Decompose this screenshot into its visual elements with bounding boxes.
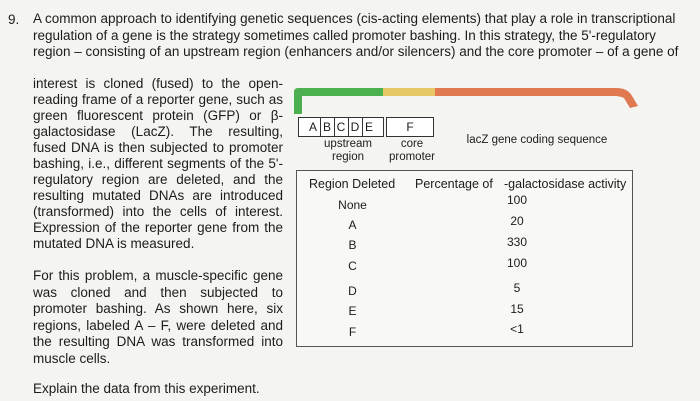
question-number: 9. <box>8 12 20 27</box>
table-cell-activity: 20 <box>510 214 524 228</box>
intro-line: region – consisting of an upstream region (enhancers and/or silencers) and the core promoter – of a gene of <box>33 44 679 59</box>
left-paragraph-2: For this problem, a muscle-specific gene was cloned and then subjected to promoter bashing. As shown here, six regions, labeled A – F, were deleted and the resulting DNA was transformed into muscle cells. <box>33 268 283 366</box>
upstream-region-bar <box>294 88 383 114</box>
table-cell-activity: 100 <box>506 256 528 270</box>
region-d: D <box>349 118 363 136</box>
core-promoter-bar <box>383 88 435 96</box>
table-cell-activity: 15 <box>510 302 524 316</box>
activity-table <box>296 170 633 347</box>
column-header-percentage: Percentage of <box>415 177 493 191</box>
upstream-label: upstream region <box>324 138 372 163</box>
question-prompt: Explain the data from this experiment. <box>33 381 260 396</box>
table-cell-activity: 100 <box>506 193 528 207</box>
core-promoter-label: core promoter <box>388 138 436 163</box>
table-cell-region: B <box>348 238 357 252</box>
column-header-region: Region Deleted <box>309 177 396 191</box>
intro-line: regulation of a gene is the strategy sometimes called promoter bashing. In this strategy, the 5'-regulatory <box>33 27 656 43</box>
column-header-activity: -galactosidase activity <box>504 177 627 191</box>
region-f: F <box>386 117 434 137</box>
intro-line: A common approach to identifying genetic sequences (cis-acting elements) that play a role in transcriptional <box>33 11 676 26</box>
region-e: E <box>364 120 373 134</box>
table-cell-region: A <box>348 218 357 232</box>
table-cell-region: None <box>338 198 367 212</box>
region-b: B <box>321 118 335 136</box>
upstream-region-boxes <box>298 117 384 137</box>
table-cell-region: E <box>348 304 357 318</box>
lacz-label: lacZ gene coding sequence <box>466 134 608 146</box>
region-c: C <box>335 118 349 136</box>
lacz-bar <box>435 88 638 108</box>
table-cell-region: D <box>348 284 357 298</box>
region-a: A <box>307 118 321 136</box>
table-cell-activity: 330 <box>506 235 528 249</box>
table-cell-activity: 5 <box>513 281 521 295</box>
table-cell-activity: <1 <box>510 322 524 336</box>
left-paragraph: interest is cloned (fused) to the open-reading frame of a reporter gene, such as green fluorescent protein (GFP) or β-galactosidase (LacZ). The resulting, fused DNA is then subjected to promoter bashing, i.e., different segments of the 5'-regulatory region are deleted, and the resulting mutated DNAs are introduced (transformed) into the cells of interest. Expression of the reporter gene from the mutated DNA is measured. <box>33 76 283 251</box>
table-cell-region: C <box>348 259 357 273</box>
table-cell-region: F <box>348 325 357 339</box>
question-intro <box>33 11 688 61</box>
